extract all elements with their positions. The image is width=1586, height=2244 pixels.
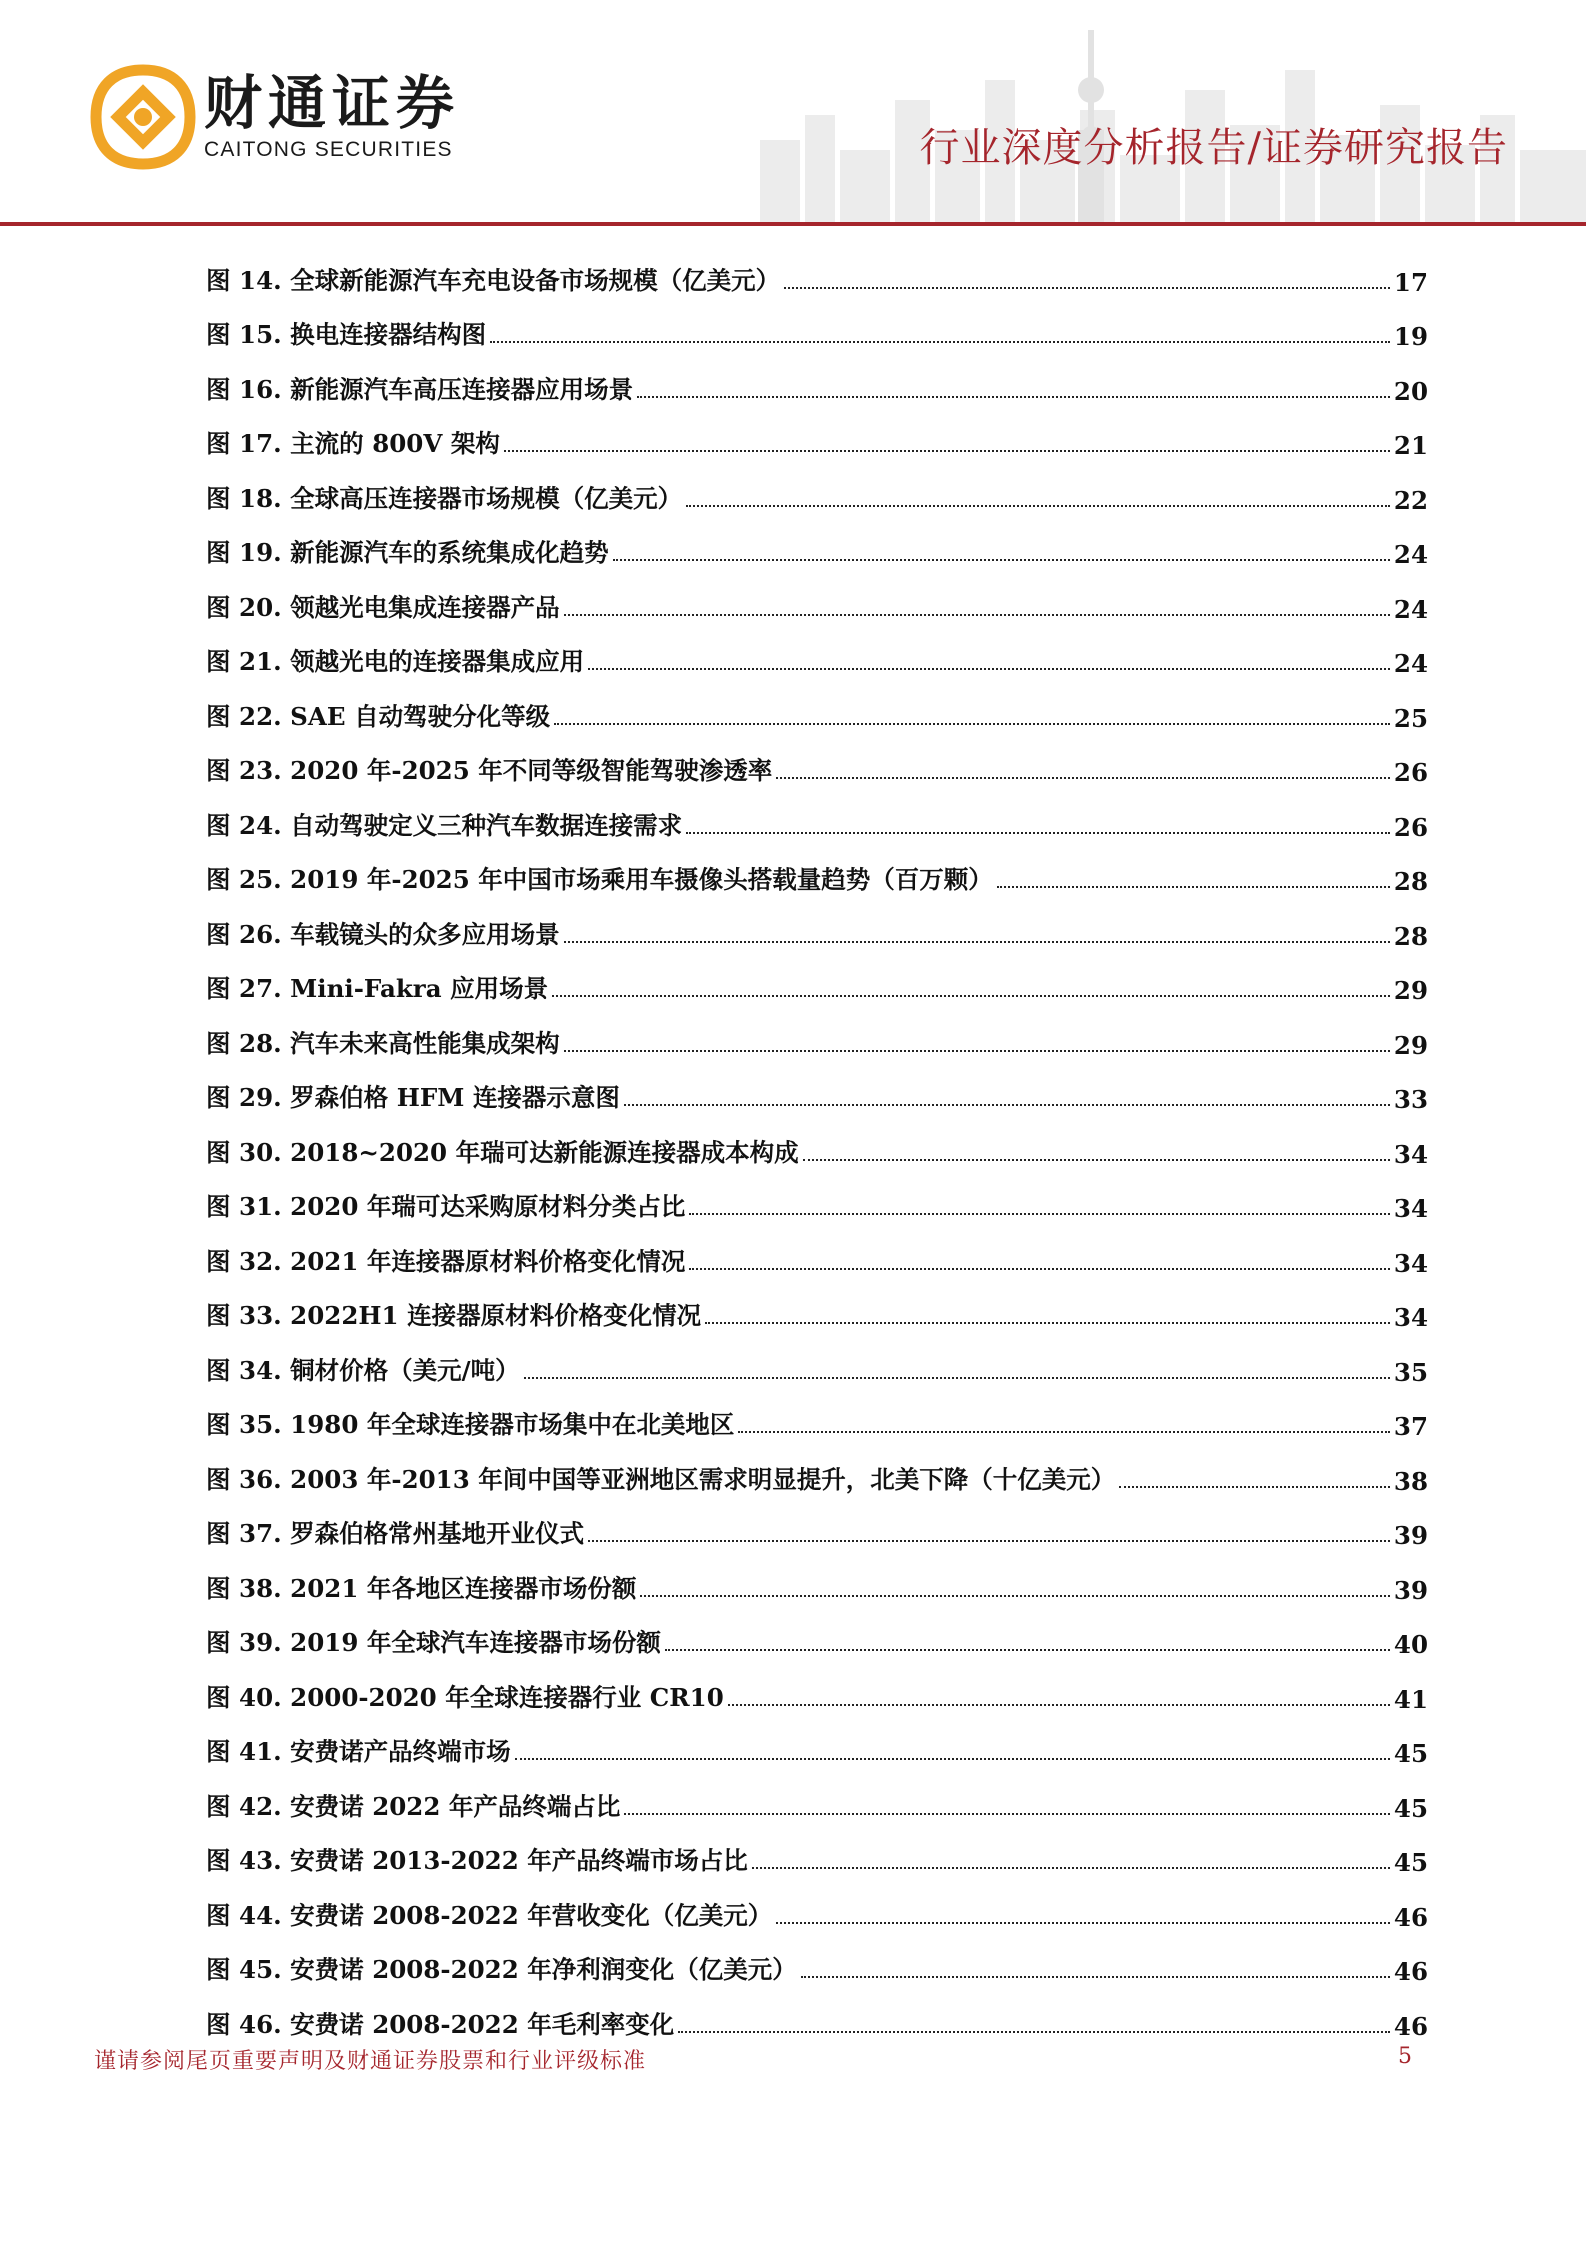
toc-dot-leader bbox=[640, 1594, 1389, 1597]
toc-entry-label: 图 29. 罗森伯格 HFM 连接器示意图 bbox=[206, 1083, 620, 1112]
toc-entry-label: 图 25. 2019 年-2025 年中国市场乘用车摄像头搭载量趋势（百万颗） bbox=[206, 865, 993, 894]
toc-entry[interactable] bbox=[206, 1441, 1428, 1496]
toc-entry-label: 图 44. 安费诺 2008-2022 年营收变化（亿美元） bbox=[206, 1900, 773, 1930]
toc-entry-label: 图 40. 2000-2020 年全球连接器行业 CR10 bbox=[206, 1682, 724, 1712]
toc-entry-label: 图 14. 全球新能源汽车充电设备市场规模（亿美元） bbox=[206, 265, 781, 295]
toc-dot-leader bbox=[752, 1866, 1390, 1869]
toc-entry-page: 37 bbox=[1393, 1412, 1428, 1441]
toc-dot-leader bbox=[588, 667, 1390, 670]
toc-entry-page: 46 bbox=[1393, 1957, 1428, 1986]
toc-dot-leader bbox=[776, 1921, 1390, 1924]
toc-dot-leader bbox=[624, 1103, 1390, 1106]
toc-dot-leader bbox=[524, 1376, 1390, 1379]
toc-entry-page: 45 bbox=[1393, 1793, 1428, 1823]
toc-dot-leader bbox=[1119, 1485, 1390, 1488]
toc-dot-leader bbox=[564, 940, 1390, 943]
toc-entry[interactable] bbox=[206, 1169, 1428, 1224]
toc-entry[interactable] bbox=[206, 678, 1428, 733]
header-divider bbox=[0, 222, 1586, 226]
toc-entry[interactable] bbox=[206, 351, 1428, 406]
toc-dot-leader bbox=[689, 1212, 1389, 1215]
toc-entry[interactable] bbox=[206, 733, 1428, 788]
toc-entry-page: 25 bbox=[1393, 703, 1428, 733]
toc-entry-label: 图 31. 2020 年瑞可达采购原材料分类占比 bbox=[206, 1192, 686, 1221]
toc-entry[interactable] bbox=[206, 1768, 1428, 1823]
toc-dot-leader bbox=[997, 885, 1390, 888]
toc-entry-page: 28 bbox=[1393, 921, 1428, 951]
toc-entry-label: 图 34. 铜材价格（美元/吨） bbox=[206, 1355, 520, 1385]
toc-entry[interactable] bbox=[206, 1986, 1428, 2041]
toc-entry[interactable] bbox=[206, 1496, 1428, 1551]
toc-entry-label: 图 45. 安费诺 2008-2022 年净利润变化（亿美元） bbox=[206, 1955, 797, 1984]
toc-entry[interactable] bbox=[206, 1278, 1428, 1333]
toc-entry-label: 图 24. 自动驾驶定义三种汽车数据连接需求 bbox=[206, 810, 683, 840]
toc-entry[interactable] bbox=[206, 1332, 1428, 1387]
toc-entry-page: 20 bbox=[1393, 376, 1428, 406]
toc-dot-leader bbox=[803, 1158, 1390, 1161]
toc-entry-page: 35 bbox=[1393, 1357, 1428, 1387]
toc-dot-leader bbox=[705, 1321, 1390, 1324]
toc-entry-page: 29 bbox=[1393, 1030, 1428, 1060]
brand-name-cn: 财通证券 bbox=[204, 69, 461, 137]
toc-entry-page: 45 bbox=[1393, 1739, 1428, 1768]
toc-entry[interactable] bbox=[206, 896, 1428, 951]
toc-entry-page: 38 bbox=[1393, 1466, 1428, 1496]
toc-entry-page: 45 bbox=[1393, 1848, 1428, 1877]
page-header bbox=[0, 0, 1586, 228]
toc-entry[interactable] bbox=[206, 1060, 1428, 1115]
toc-entry-label: 图 43. 安费诺 2013-2022 年产品终端市场占比 bbox=[206, 1846, 748, 1875]
caitong-logo-icon bbox=[88, 62, 198, 172]
toc-entry-label: 图 39. 2019 年全球汽车连接器市场份额 bbox=[206, 1628, 661, 1657]
toc-dot-leader bbox=[728, 1703, 1390, 1706]
toc-entry-label: 图 42. 安费诺 2022 年产品终端占比 bbox=[206, 1791, 621, 1821]
toc-entry-page: 41 bbox=[1393, 1684, 1428, 1714]
toc-entry-page: 39 bbox=[1393, 1521, 1428, 1550]
toc-dot-leader bbox=[678, 2030, 1390, 2033]
toc-dot-leader bbox=[665, 1648, 1390, 1651]
toc-entry[interactable] bbox=[206, 569, 1428, 624]
toc-entry[interactable] bbox=[206, 951, 1428, 1006]
toc-dot-leader bbox=[564, 1049, 1390, 1052]
toc-dot-leader bbox=[490, 340, 1390, 343]
toc-entry[interactable] bbox=[206, 460, 1428, 515]
toc-entry-page: 33 bbox=[1393, 1085, 1428, 1114]
toc-dot-leader bbox=[554, 722, 1390, 725]
toc-dot-leader bbox=[588, 1539, 1390, 1542]
toc-dot-leader bbox=[784, 286, 1390, 289]
toc-entry-label: 图 22. SAE 自动驾驶分化等级 bbox=[206, 701, 551, 731]
toc-entry[interactable] bbox=[206, 1223, 1428, 1278]
toc-dot-leader bbox=[552, 994, 1390, 997]
toc-dot-leader bbox=[624, 1812, 1389, 1815]
toc-entry-label: 图 30. 2018~2020 年瑞可达新能源连接器成本构成 bbox=[206, 1137, 799, 1167]
toc-entry-label: 图 38. 2021 年各地区连接器市场份额 bbox=[206, 1573, 637, 1603]
toc-entry-page: 46 bbox=[1393, 1902, 1428, 1932]
toc-entry-label: 图 26. 车载镜头的众多应用场景 bbox=[206, 919, 560, 949]
toc-entry-page: 34 bbox=[1393, 1194, 1428, 1223]
brand-name-en: CAITONG SECURITIES bbox=[204, 138, 453, 161]
toc-entry[interactable] bbox=[206, 1005, 1428, 1060]
toc-dot-leader bbox=[613, 558, 1390, 561]
toc-entry-page: 24 bbox=[1393, 594, 1428, 624]
toc-dot-leader bbox=[801, 1975, 1390, 1978]
toc-entry-page: 34 bbox=[1393, 1303, 1428, 1332]
toc-entry[interactable] bbox=[206, 1550, 1428, 1605]
toc-entry-page: 17 bbox=[1393, 267, 1428, 297]
toc-entry-page: 21 bbox=[1393, 431, 1428, 460]
toc-entry[interactable] bbox=[206, 1877, 1428, 1932]
toc-entry[interactable] bbox=[206, 297, 1428, 352]
toc-entry-label: 图 21. 领越光电的连接器集成应用 bbox=[206, 647, 585, 676]
toc-dot-leader bbox=[686, 504, 1390, 507]
toc-entry[interactable] bbox=[206, 242, 1428, 297]
toc-entry-label: 图 27. Mini-Fakra 应用场景 bbox=[206, 974, 549, 1003]
toc-dot-leader bbox=[504, 449, 1390, 452]
footer-disclaimer: 谨请参阅尾页重要声明及财通证券股票和行业评级标准 bbox=[94, 2049, 647, 2074]
toc-entry-page: 34 bbox=[1393, 1139, 1428, 1169]
toc-entry[interactable] bbox=[206, 1823, 1428, 1878]
toc-dot-leader bbox=[637, 395, 1390, 398]
toc-entry-page: 40 bbox=[1393, 1630, 1428, 1659]
toc-entry-label: 图 17. 主流的 800V 架构 bbox=[206, 429, 500, 458]
toc-dot-leader bbox=[515, 1757, 1390, 1760]
toc-entry[interactable] bbox=[206, 1714, 1428, 1769]
toc-entry[interactable] bbox=[206, 515, 1428, 570]
page-number: 5 bbox=[1398, 2044, 1412, 2069]
toc-entry-page: 24 bbox=[1393, 649, 1428, 678]
toc-entry-label: 图 37. 罗森伯格常州基地开业仪式 bbox=[206, 1519, 585, 1548]
toc-entry-label: 图 33. 2022H1 连接器原材料价格变化情况 bbox=[206, 1301, 702, 1330]
toc-entry[interactable] bbox=[206, 787, 1428, 842]
toc-entry-page: 29 bbox=[1393, 976, 1428, 1005]
toc-entry-page: 22 bbox=[1393, 485, 1428, 515]
toc-entry[interactable] bbox=[206, 1932, 1428, 1987]
toc-entry-page: 28 bbox=[1393, 867, 1428, 896]
toc-dot-leader bbox=[689, 1267, 1389, 1270]
toc-entry-page: 19 bbox=[1393, 322, 1428, 351]
toc-entry-page: 26 bbox=[1393, 812, 1428, 842]
toc-dot-leader bbox=[686, 831, 1390, 834]
toc-entry-label: 图 41. 安费诺产品终端市场 bbox=[206, 1737, 511, 1766]
toc-entry-label: 图 19. 新能源汽车的系统集成化趋势 bbox=[206, 538, 609, 567]
toc-entry-label: 图 23. 2020 年-2025 年不同等级智能驾驶渗透率 bbox=[206, 756, 773, 785]
toc-entry-label: 图 46. 安费诺 2008-2022 年毛利率变化 bbox=[206, 2009, 675, 2039]
toc-entry-page: 26 bbox=[1393, 758, 1428, 787]
toc-entry-page: 46 bbox=[1393, 2011, 1428, 2041]
toc-dot-leader bbox=[564, 613, 1390, 616]
toc-entry[interactable] bbox=[206, 1114, 1428, 1169]
toc-entry-label: 图 20. 领越光电集成连接器产品 bbox=[206, 592, 560, 622]
toc-entry-label: 图 28. 汽车未来高性能集成架构 bbox=[206, 1028, 560, 1058]
toc-entry-label: 图 35. 1980 年全球连接器市场集中在北美地区 bbox=[206, 1410, 735, 1439]
toc-entry-label: 图 18. 全球高压连接器市场规模（亿美元） bbox=[206, 483, 683, 513]
toc-entry-page: 39 bbox=[1393, 1575, 1428, 1605]
toc-entry[interactable] bbox=[206, 842, 1428, 897]
toc-entry-label: 图 15. 换电连接器结构图 bbox=[206, 320, 487, 349]
toc-entry[interactable] bbox=[206, 1659, 1428, 1714]
toc-entry[interactable] bbox=[206, 624, 1428, 679]
toc-entry[interactable] bbox=[206, 406, 1428, 461]
toc-dot-leader bbox=[738, 1430, 1389, 1433]
figure-index-list bbox=[206, 242, 1428, 2041]
toc-entry-label: 图 36. 2003 年-2013 年间中国等亚洲地区需求明显提升，北美下降（十亿美元） bbox=[206, 1464, 1116, 1494]
toc-entry-page: 34 bbox=[1393, 1248, 1428, 1278]
report-type-title: 行业深度分析报告/证券研究报告 bbox=[919, 125, 1508, 171]
toc-entry[interactable] bbox=[206, 1605, 1428, 1660]
toc-dot-leader bbox=[776, 776, 1390, 779]
toc-entry[interactable] bbox=[206, 1387, 1428, 1442]
toc-entry-label: 图 32. 2021 年连接器原材料价格变化情况 bbox=[206, 1246, 686, 1276]
toc-entry-label: 图 16. 新能源汽车高压连接器应用场景 bbox=[206, 374, 634, 404]
toc-entry-page: 24 bbox=[1393, 540, 1428, 569]
